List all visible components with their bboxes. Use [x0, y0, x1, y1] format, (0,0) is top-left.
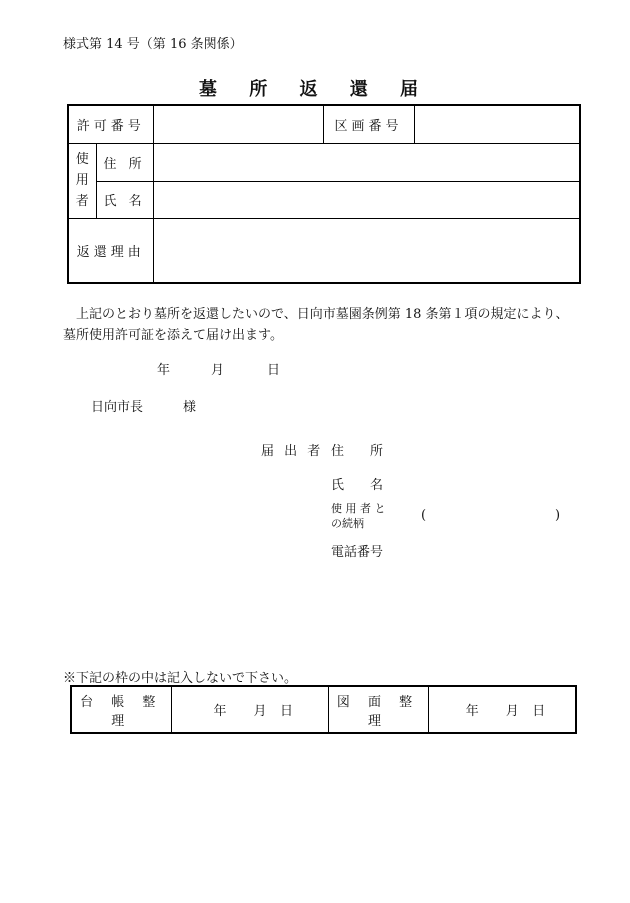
declaration-paragraph: [63, 304, 583, 346]
date-month-label: 月: [211, 363, 225, 378]
drawing-date-field[interactable]: [428, 686, 576, 733]
user-label-char-2: 者: [75, 194, 89, 209]
applicant-heading: 届 出 者: [261, 444, 324, 459]
return-reason-field[interactable]: [153, 218, 580, 283]
ledger-date-field[interactable]: [171, 686, 328, 733]
office-use-note: ※下記の枠の中は記入しないで下さい。: [63, 671, 298, 686]
addressee-honorific: 様: [183, 400, 197, 415]
ledger-year: 年: [213, 704, 227, 719]
user-name-field[interactable]: [153, 181, 580, 218]
relation-label-line-2: の続柄: [331, 517, 364, 530]
applicant-phone-label: 電話番号: [331, 545, 384, 560]
permit-number-field[interactable]: [153, 105, 323, 143]
applicant-name-label: 氏 名: [331, 478, 384, 493]
drawing-month: 月: [505, 704, 519, 719]
section-number-field[interactable]: [414, 105, 580, 143]
office-use-table: [70, 685, 577, 734]
addressee-name: 日向市長: [91, 400, 144, 415]
user-label-text: [69, 149, 96, 212]
date-year-label: 年: [157, 363, 171, 378]
date-day-label: 日: [267, 363, 281, 378]
drawing-day: 日: [532, 704, 546, 719]
relation-paren-open: (: [421, 508, 427, 523]
page-title: 墓 所 返 還 届: [198, 79, 432, 100]
permit-number-label: 許可番号: [68, 105, 153, 143]
section-number-label: 区画番号: [323, 105, 414, 143]
return-reason-label: 返還理由: [68, 218, 153, 283]
form-number: 様式第 14 号（第 16 条関係）: [63, 37, 243, 52]
user-label-char-1: 用: [75, 173, 89, 188]
ledger-label: 台 帳 整 理: [71, 686, 171, 733]
drawing-year: 年: [465, 704, 479, 719]
relation-label-line-1: 使 用 者 と: [331, 502, 386, 515]
drawing-label: 図 面 整 理: [328, 686, 428, 733]
addressee: [91, 396, 196, 415]
user-label: [68, 143, 96, 218]
declaration-line-2: 墓所使用許可証を添えて届け出ます。: [63, 328, 283, 343]
declaration-line-1: 上記のとおり墓所を返還したいので、日向市墓園条例第 18 条第１項の規定により、: [76, 307, 569, 322]
user-address-label: 住 所: [96, 143, 153, 181]
ledger-month: 月: [253, 704, 267, 719]
user-address-field[interactable]: [153, 143, 580, 181]
submission-date[interactable]: [157, 359, 280, 378]
applicant-address-label: 住 所: [331, 444, 384, 459]
ledger-day: 日: [279, 704, 293, 719]
relation-paren-close: ): [555, 508, 561, 523]
user-name-label: 氏 名: [96, 181, 153, 218]
application-table: [67, 104, 581, 284]
user-label-char-0: 使: [75, 152, 89, 167]
relation-label: [331, 501, 386, 531]
